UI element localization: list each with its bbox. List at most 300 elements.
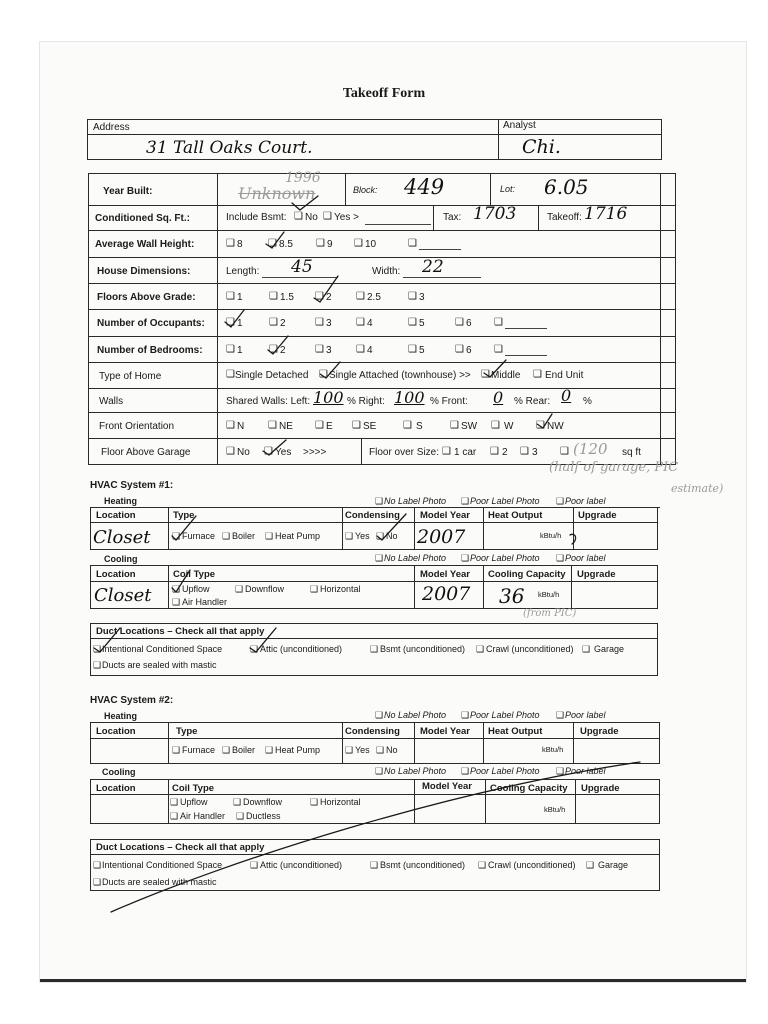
garage-label: Floor Above Garage	[101, 447, 191, 458]
right-wall-field[interactable]: 100	[394, 388, 425, 407]
hvac1-sealed-checkbox[interactable]: ❑	[93, 660, 102, 670]
hvac2-h-condensing: Condensing	[345, 726, 400, 737]
bed-1-label: 1	[237, 345, 243, 356]
hvac2-heating-label: Heating	[104, 711, 138, 721]
hvac2-c-no-label-photo-checkbox[interactable]: ❑	[375, 766, 384, 776]
hvac2-heat-kbtu: kBtu/h	[542, 745, 564, 754]
hvac2-cond-yes-checkbox[interactable]: ❑	[345, 745, 354, 755]
hvac1-cooling-label: Cooling	[104, 554, 138, 564]
hvac2-h-location: Location	[96, 726, 136, 737]
table-line	[90, 581, 658, 582]
hvac2-upflow-label: Upflow	[180, 797, 208, 807]
hvac1-no-label-photo-checkbox[interactable]: ❑	[375, 496, 384, 506]
hvac2-cond-no-checkbox[interactable]: ❑	[376, 745, 385, 755]
hvac1-heat-kbtu: kBtu/h	[540, 531, 562, 540]
cell-divider	[345, 173, 346, 205]
home-type-label: Type of Home	[99, 371, 162, 382]
orient-n-checkbox[interactable]: ❑	[226, 420, 235, 431]
walls-label: Walls	[99, 396, 124, 407]
floors-1-label: 1	[237, 292, 243, 303]
floors-3-checkbox[interactable]: ❑	[408, 291, 417, 302]
hvac2-duct-title: Duct Locations – Check all that apply	[96, 842, 265, 853]
hvac1-duct-intentional-label: Intentional Conditioned Space	[102, 644, 223, 654]
garage-no-checkbox[interactable]: ❑	[226, 446, 235, 457]
bed-4-label: 4	[367, 345, 373, 356]
hvac1-duct-garage-label: Garage	[594, 644, 625, 654]
table-col	[168, 779, 169, 824]
table-col	[485, 779, 486, 824]
row-line	[88, 362, 676, 363]
year-built-label: Year Built:	[103, 186, 153, 197]
sqft-label: sq ft	[622, 447, 641, 458]
hvac1-airhandler-checkbox[interactable]: ❑	[172, 597, 181, 607]
garage-yes-checkbox[interactable]: ❑	[264, 446, 273, 457]
hvac2-c-poor-photo: Poor Label Photo	[470, 766, 540, 776]
hvac2-downflow-label: Downflow	[243, 797, 283, 807]
lot-field[interactable]: 6.05	[544, 175, 589, 199]
width-field[interactable]: 22	[422, 257, 444, 277]
hvac1-c-upgrade: Upgrade	[577, 569, 616, 580]
hvac2-poor-photo-checkbox[interactable]: ❑	[461, 710, 470, 720]
hvac1-heat-model-year-field[interactable]: 2007	[417, 526, 466, 548]
wall-10-label: 10	[365, 239, 377, 250]
analyst-field[interactable]: Chi.	[522, 136, 561, 158]
table-col	[414, 507, 415, 550]
hvac1-sealed-label: Ducts are sealed with mastic	[102, 660, 217, 670]
hvac1-airhandler-label: Air Handler	[182, 597, 228, 607]
hvac2-duct-intentional-checkbox[interactable]: ❑	[93, 860, 102, 870]
single-detached-checkbox[interactable]: ❑	[226, 369, 235, 380]
sqft-checkbox[interactable]: ❑	[560, 446, 569, 457]
hvac1-h-type: Type	[173, 510, 195, 521]
hvac2-boiler-label: Boiler	[232, 745, 256, 755]
bed-5-label: 5	[419, 345, 425, 356]
hvac2-cooling-label: Cooling	[102, 767, 136, 777]
hvac1-cool-capacity-note: (from PIC)	[523, 608, 577, 619]
hvac2-cool-kbtu: kBtu/h	[544, 805, 566, 814]
bsmt-yes-blank[interactable]	[365, 224, 431, 225]
sqft-field[interactable]: (120	[573, 440, 608, 458]
hvac1-h-condensing: Condensing	[345, 510, 400, 521]
orient-nw-checkbox[interactable]: ❑	[536, 420, 545, 431]
table-line	[90, 738, 660, 739]
address-divider	[87, 134, 662, 135]
single-detached-label: Single Detached	[235, 370, 309, 381]
hvac2-ductless-label: Ductless	[246, 811, 281, 821]
wall-9-checkbox[interactable]: ❑	[316, 238, 325, 249]
wall-other-checkbox[interactable]: ❑	[408, 238, 417, 249]
hvac1-horizontal-checkbox[interactable]: ❑	[310, 584, 319, 594]
hvac2-boiler-checkbox[interactable]: ❑	[222, 745, 231, 755]
hvac2-duct-attic-checkbox[interactable]: ❑	[250, 860, 259, 870]
analyst-label: Analyst	[503, 120, 536, 131]
row-line	[88, 309, 676, 310]
wall-10-checkbox[interactable]: ❑	[354, 238, 363, 249]
hvac2-h-model-year: Model Year	[420, 726, 470, 737]
include-bsmt-label: Include Bsmt:	[226, 212, 287, 223]
row-line	[88, 438, 676, 439]
orient-ne-label: NE	[279, 421, 293, 432]
orient-s-checkbox[interactable]: ❑	[403, 420, 412, 431]
block-field[interactable]: 449	[404, 175, 445, 199]
occ-1-label: 1	[237, 318, 243, 329]
hvac2-no-label-photo-checkbox[interactable]: ❑	[375, 710, 384, 720]
hvac2-sealed-checkbox[interactable]: ❑	[93, 877, 102, 887]
table-col	[414, 722, 415, 764]
front-label: % Front:	[430, 396, 468, 407]
hvac2-c-coil-type: Coil Type	[172, 783, 215, 794]
hvac1-c-poor-label-checkbox[interactable]: ❑	[556, 553, 565, 563]
hvac2-heatpump-checkbox[interactable]: ❑	[265, 745, 274, 755]
row-line	[88, 412, 676, 413]
floors-3-label: 3	[419, 292, 425, 303]
hvac2-duct-crawl-label: Crawl (unconditioned)	[488, 860, 576, 870]
width-line	[403, 277, 481, 278]
wall-85-checkbox[interactable]: ❑	[268, 238, 277, 249]
hvac2-c-model-year: Model Year	[422, 781, 472, 792]
hvac1-duct-bsmt-checkbox[interactable]: ❑	[370, 644, 379, 654]
hvac1-cond-no-label: No	[386, 531, 398, 541]
orient-w-label: W	[504, 421, 514, 432]
occ-6-label: 6	[466, 318, 472, 329]
conditioned-label: Conditioned Sq. Ft.:	[95, 213, 190, 224]
hvac2-airhandler-label: Air Handler	[180, 811, 226, 821]
bed-6-checkbox[interactable]: ❑	[455, 344, 464, 355]
bedrooms-label: Number of Bedrooms:	[97, 345, 203, 356]
occ-2-label: 2	[280, 318, 286, 329]
floor-over-size-label: Floor over Size:	[369, 447, 440, 458]
hvac1-duct-attic-label: Attic (unconditioned)	[260, 644, 343, 654]
occ-other-checkbox[interactable]: ❑	[494, 317, 503, 328]
bed-2-checkbox[interactable]: ❑	[269, 344, 278, 355]
hvac2-airhandler-checkbox[interactable]: ❑	[170, 811, 179, 821]
front-wall-field[interactable]: 0	[493, 388, 504, 407]
occ-4-label: 4	[367, 318, 373, 329]
hvac1-c-poor-label: Poor label	[565, 553, 606, 563]
bed-3-label: 3	[326, 345, 332, 356]
address-label: Address	[93, 122, 130, 133]
hvac2-duct-intentional-label: Intentional Conditioned Space	[102, 860, 223, 870]
tax-label: Tax:	[443, 212, 462, 223]
hvac1-poor-label: Poor label	[565, 496, 606, 506]
occ-6-checkbox[interactable]: ❑	[455, 317, 464, 328]
hvac1-h-model-year: Model Year	[420, 510, 470, 521]
hvac1-c-capacity: Cooling Capacity	[488, 569, 566, 580]
row-line	[88, 336, 676, 337]
analyst-divider	[498, 119, 499, 160]
cell-divider	[433, 205, 434, 230]
hvac2-heatpump-label: Heat Pump	[275, 745, 321, 755]
hvac1-c-no-label-photo: No Label Photo	[384, 553, 447, 563]
middle-checkbox[interactable]: ❑	[481, 369, 490, 380]
hvac1-cond-yes-label: Yes	[355, 531, 370, 541]
orient-w-checkbox[interactable]: ❑	[491, 420, 500, 431]
hvac2-c-location: Location	[96, 783, 136, 794]
table-col	[342, 722, 343, 764]
hvac2-title: HVAC System #2:	[90, 695, 174, 706]
table-line	[90, 854, 660, 855]
floors-2-checkbox[interactable]: ❑	[315, 291, 324, 302]
wall-9-label: 9	[327, 239, 333, 250]
hvac1-downflow-checkbox[interactable]: ❑	[235, 584, 244, 594]
hvac1-heatpump-checkbox[interactable]: ❑	[265, 531, 274, 541]
left-wall-field[interactable]: 100	[313, 388, 344, 407]
hvac1-downflow-label: Downflow	[245, 584, 285, 594]
hvac2-duct-garage-label: Garage	[598, 860, 629, 870]
bsmt-yes-label: Yes >	[334, 212, 359, 223]
takeoff-field[interactable]: 1716	[584, 204, 628, 224]
garage-no-label: No	[237, 447, 250, 458]
bed-3-checkbox[interactable]: ❑	[315, 344, 324, 355]
hvac1-c-poor-photo-checkbox[interactable]: ❑	[461, 553, 470, 563]
table-line	[90, 638, 658, 639]
hvac2-h-upgrade: Upgrade	[580, 726, 619, 737]
paper-edge	[40, 979, 746, 982]
hvac2-c-no-label-photo: No Label Photo	[384, 766, 447, 776]
hvac2-cond-yes-label: Yes	[355, 745, 370, 755]
hvac1-title: HVAC System #1:	[90, 480, 174, 491]
hvac1-boiler-label: Boiler	[232, 531, 256, 541]
rear-wall-field[interactable]: 0	[561, 386, 572, 405]
row-line	[88, 283, 676, 284]
single-attached-label: Single Attached (townhouse) >>	[329, 370, 471, 381]
hvac1-cool-kbtu: kBtu/h	[538, 590, 560, 599]
hvac2-horizontal-label: Horizontal	[320, 797, 361, 807]
hvac1-upflow-checkbox[interactable]: ❑	[172, 584, 181, 594]
garage-note-line1: (half of garage, PIC	[549, 460, 679, 475]
hvac2-upflow-checkbox[interactable]: ❑	[170, 797, 179, 807]
occupants-label: Number of Occupants:	[97, 318, 205, 329]
bed-4-checkbox[interactable]: ❑	[356, 344, 365, 355]
middle-label: Middle	[491, 370, 521, 381]
hvac2-furnace-checkbox[interactable]: ❑	[172, 745, 181, 755]
length-field[interactable]: 45	[291, 257, 313, 277]
floors-25-checkbox[interactable]: ❑	[356, 291, 365, 302]
hvac2-duct-crawl-checkbox[interactable]: ❑	[478, 860, 487, 870]
row-line	[88, 230, 676, 231]
hvac2-ductless-checkbox[interactable]: ❑	[236, 811, 245, 821]
hvac1-h-location: Location	[96, 510, 136, 521]
table-col	[168, 565, 169, 609]
hvac2-c-poor-photo-checkbox[interactable]: ❑	[461, 766, 470, 776]
wall-8-checkbox[interactable]: ❑	[226, 238, 235, 249]
hvac1-c-location: Location	[96, 569, 136, 580]
hvac2-furnace-label: Furnace	[182, 745, 216, 755]
hvac1-horizontal-label: Horizontal	[320, 584, 361, 594]
hvac2-poor-photo: Poor Label Photo	[470, 710, 540, 720]
bed-2-label: 2	[280, 345, 286, 356]
hvac1-c-model-year: Model Year	[420, 569, 470, 580]
garage-yes-label: Yes	[275, 447, 292, 458]
shared-left-label: Shared Walls: Left:	[226, 396, 311, 407]
bsmt-no-checkbox[interactable]: ❑	[294, 211, 303, 222]
table-col	[573, 507, 574, 550]
hvac1-no-label-photo: No Label Photo	[384, 496, 447, 506]
hvac1-duct-bsmt-label: Bsmt (unconditioned)	[380, 644, 466, 654]
hvac1-duct-intentional-checkbox[interactable]: ❑	[93, 644, 102, 654]
hvac2-duct-attic-label: Attic (unconditioned)	[260, 860, 343, 870]
right-label: % Right:	[347, 396, 385, 407]
floors-15-label: 1.5	[280, 292, 294, 303]
car2-label: 2	[502, 447, 508, 458]
length-label: Length:	[226, 266, 260, 277]
hvac1-heatpump-label: Heat Pump	[275, 531, 321, 541]
floors-15-checkbox[interactable]: ❑	[269, 291, 278, 302]
tax-field[interactable]: 1703	[473, 204, 517, 224]
occ-other-blank[interactable]	[505, 328, 547, 329]
block-label: Block:	[353, 185, 378, 195]
floors-25-label: 2.5	[367, 292, 381, 303]
cell-divider	[361, 438, 362, 465]
lot-label: Lot:	[500, 184, 516, 194]
table-col	[168, 722, 169, 764]
table-col	[573, 722, 574, 764]
table-col	[571, 565, 572, 609]
occ-3-label: 3	[326, 318, 332, 329]
orient-e-checkbox[interactable]: ❑	[315, 420, 324, 431]
hvac2-h-heat-output: Heat Output	[488, 726, 543, 737]
orient-ne-checkbox[interactable]: ❑	[268, 420, 277, 431]
orient-n-label: N	[237, 421, 245, 432]
hvac2-sealed-label: Ducts are sealed with mastic	[102, 877, 217, 887]
orient-s-label: S	[416, 421, 423, 432]
hvac1-poor-photo: Poor Label Photo	[470, 496, 540, 506]
hvac1-furnace-checkbox[interactable]: ❑	[172, 531, 181, 541]
hvac1-poor-photo-checkbox[interactable]: ❑	[461, 496, 470, 506]
hvac1-cond-no-checkbox[interactable]: ❑	[376, 531, 385, 541]
width-label: Width:	[372, 266, 401, 277]
occ-4-checkbox[interactable]: ❑	[356, 317, 365, 328]
table-col	[483, 722, 484, 764]
hvac2-c-upgrade: Upgrade	[581, 783, 620, 794]
hvac1-duct-crawl-checkbox[interactable]: ❑	[476, 644, 485, 654]
hvac1-duct-garage-checkbox[interactable]: ❑	[582, 644, 591, 654]
hvac2-poor-label-checkbox[interactable]: ❑	[556, 710, 565, 720]
occ-3-checkbox[interactable]: ❑	[315, 317, 324, 328]
table-col	[414, 565, 415, 609]
occ-5-checkbox[interactable]: ❑	[408, 317, 417, 328]
hvac2-h-type: Type	[176, 726, 198, 737]
hvac1-c-coil-type: Coil Type	[173, 569, 216, 580]
hvac1-heat-location-field[interactable]: Closet	[93, 527, 151, 548]
wall-8-label: 8	[237, 239, 243, 250]
bed-5-checkbox[interactable]: ❑	[408, 344, 417, 355]
floors-2-label: 2	[326, 292, 332, 303]
wall-85-label: 8.5	[279, 239, 293, 250]
dimensions-label: House Dimensions:	[97, 266, 191, 277]
table-col	[414, 779, 415, 824]
wall-height-label: Average Wall Height:	[95, 239, 195, 250]
details-right-margin	[660, 173, 661, 465]
single-attached-checkbox[interactable]: ❑	[319, 369, 328, 380]
occ-1-checkbox[interactable]: ❑	[226, 317, 235, 328]
occ-5-label: 5	[419, 318, 425, 329]
hvac1-cool-capacity-field[interactable]: 36	[499, 584, 525, 608]
floors-label: Floors Above Grade:	[97, 292, 196, 303]
hvac2-c-capacity: Cooling Capacity	[490, 783, 568, 794]
car3-checkbox[interactable]: ❑	[520, 446, 529, 457]
row-line	[88, 257, 676, 258]
hvac1-c-poor-photo: Poor Label Photo	[470, 553, 540, 563]
hvac1-upflow-label: Upflow	[182, 584, 210, 594]
hvac1-duct-crawl-label: Crawl (unconditioned)	[486, 644, 574, 654]
table-col	[342, 507, 343, 550]
car1-checkbox[interactable]: ❑	[442, 446, 451, 457]
hvac1-cool-model-year-field[interactable]: 2007	[422, 583, 471, 605]
table-col	[575, 779, 576, 824]
hvac2-duct-garage-checkbox[interactable]: ❑	[586, 860, 595, 870]
cell-divider	[490, 173, 491, 205]
year-built-struck: Unknown	[238, 184, 316, 203]
table-col	[483, 565, 484, 609]
bsmt-no-label: No	[305, 212, 318, 223]
rear-pct: %	[583, 396, 592, 407]
floors-1-checkbox[interactable]: ❑	[226, 291, 235, 302]
orient-sw-label: SW	[461, 421, 478, 432]
cell-divider	[538, 205, 539, 230]
wall-other-blank[interactable]	[419, 249, 461, 250]
bed-other-checkbox[interactable]: ❑	[494, 344, 503, 355]
garage-arrow: >>>>	[303, 447, 327, 458]
car1-label: 1 car	[454, 447, 477, 458]
hvac2-no-label-photo: No Label Photo	[384, 710, 447, 720]
orientation-label: Front Orientation	[99, 421, 175, 432]
details-col-divider	[217, 173, 218, 465]
orient-nw-label: NW	[547, 421, 564, 432]
hvac1-duct-attic-checkbox[interactable]: ❑	[250, 644, 259, 654]
hvac2-duct-bsmt-checkbox[interactable]: ❑	[370, 860, 379, 870]
end-unit-label: End Unit	[545, 370, 584, 381]
hvac2-cond-no-label: No	[386, 745, 398, 755]
orient-e-label: E	[326, 421, 333, 432]
address-field[interactable]: 31 Tall Oaks Court.	[146, 138, 313, 158]
occ-2-checkbox[interactable]: ❑	[269, 317, 278, 328]
bed-1-checkbox[interactable]: ❑	[226, 344, 235, 355]
hvac1-h-upgrade: Upgrade	[578, 510, 617, 521]
hvac1-poor-label-checkbox[interactable]: ❑	[556, 496, 565, 506]
hvac1-cond-yes-checkbox[interactable]: ❑	[345, 531, 354, 541]
car2-checkbox[interactable]: ❑	[490, 446, 499, 457]
orient-sw-checkbox[interactable]: ❑	[450, 420, 459, 431]
bed-other-blank[interactable]	[505, 355, 547, 356]
garage-note-line2: estimate)	[671, 482, 724, 495]
form-title: Takeoff Form	[342, 86, 426, 101]
bed-6-label: 6	[466, 345, 472, 356]
orient-se-checkbox[interactable]: ❑	[352, 420, 361, 431]
hvac1-c-no-label-photo-checkbox[interactable]: ❑	[375, 553, 384, 563]
hvac1-duct-title: Duct Locations – Check all that apply	[96, 626, 265, 637]
hvac1-heating-label: Heating	[104, 496, 138, 506]
hvac2-duct-bsmt-label: Bsmt (unconditioned)	[380, 860, 466, 870]
hvac2-c-poor-label-checkbox[interactable]: ❑	[556, 766, 565, 776]
hvac1-boiler-checkbox[interactable]: ❑	[222, 531, 231, 541]
hvac1-h-heat-output: Heat Output	[488, 510, 543, 521]
length-line	[262, 277, 338, 278]
table-col	[483, 507, 484, 550]
hvac2-c-poor-label: Poor label	[565, 766, 606, 776]
hvac1-cool-location-field[interactable]: Closet	[94, 585, 152, 606]
year-built-field[interactable]: 1996	[285, 170, 321, 186]
table-col	[168, 507, 169, 550]
orient-se-label: SE	[363, 421, 377, 432]
hvac2-downflow-checkbox[interactable]: ❑	[233, 797, 242, 807]
hvac2-poor-label: Poor label	[565, 710, 606, 720]
bsmt-yes-checkbox[interactable]: ❑	[323, 211, 332, 222]
hvac2-horizontal-checkbox[interactable]: ❑	[310, 797, 319, 807]
car3-label: 3	[532, 447, 538, 458]
end-unit-checkbox[interactable]: ❑	[533, 369, 542, 380]
rear-label: % Rear:	[514, 396, 551, 407]
